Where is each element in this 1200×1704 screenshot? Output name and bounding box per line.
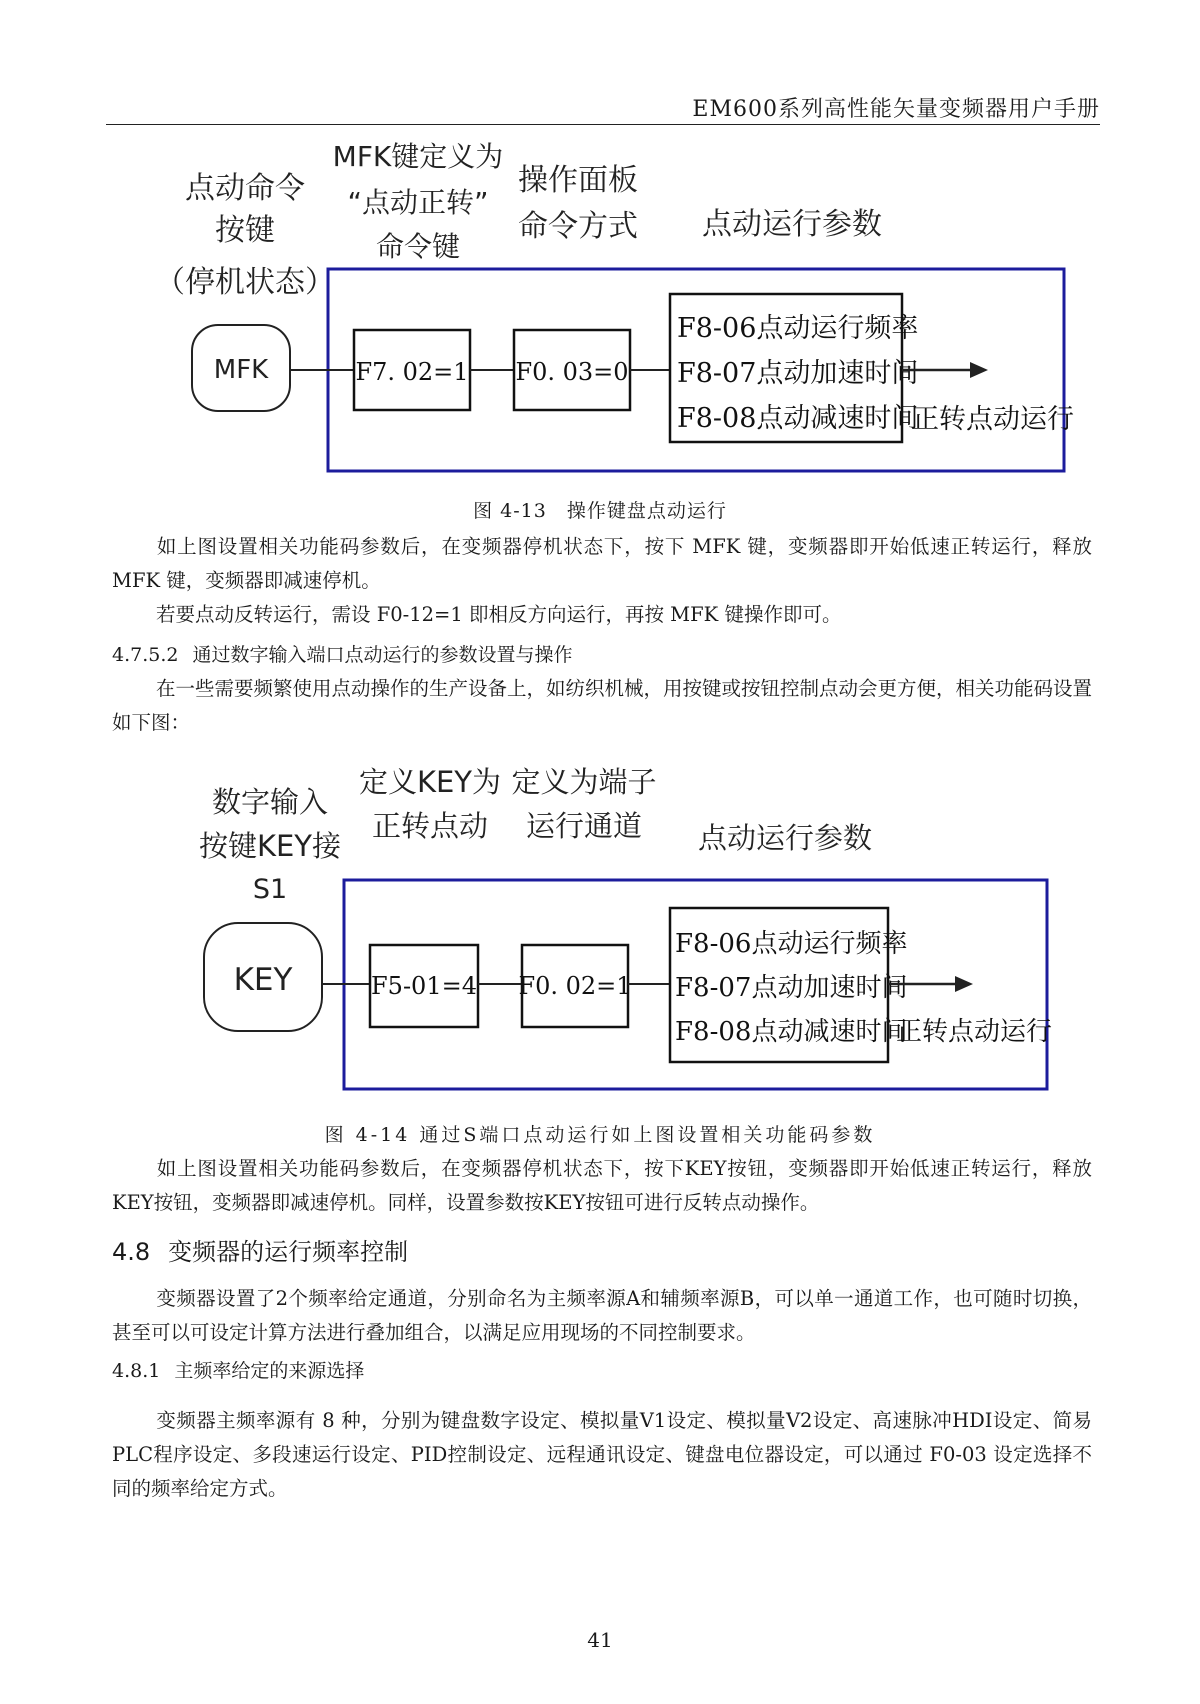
fig13-col2-line2: “点动正转”: [347, 186, 489, 219]
fig13-col1-line3: （停机状态）: [155, 265, 335, 300]
fig13-param-3: F8-08点动减速时间: [677, 403, 919, 434]
paragraph-6-text: 变频器主频率源有 8 种，分别为键盘数字设定、模拟量V1设定、模拟量V2设定、高速脉冲HDI设定、简易PLC程序设定、多段速运行设定、PID控制设定、远程通讯设定、键盘电位器设定，可以通过 F0-03 设定选择不同的频率给定方式。: [112, 1409, 1092, 1500]
fig14-col2-line2: 正转点动: [371, 809, 489, 843]
fig13-col4-label: 点动运行参数: [702, 207, 882, 242]
paragraph-5-text: 变频器设置了2个频率给定通道，分别命名为主频率源A和辅频率源B，可以单一通道工作，也可随时切换，甚至可以可设定计算方法进行叠加组合，以满足应用现场的不同控制要求。: [112, 1287, 1092, 1344]
fig14-param-1: F8-06点动运行频率: [675, 929, 908, 959]
fig13-result: 正转点动运行: [912, 404, 1074, 435]
fig13-box-2-label: F0. 03=0: [515, 358, 629, 386]
paragraph-1-text: 如上图设置相关功能码参数后，在变频器停机状态下，按下 MFK 键，变频器即开始低速正转运行，释放 MFK 键，变频器即减速停机。: [112, 535, 1092, 592]
fig14-col1-line2: 按键KEY接: [198, 829, 342, 863]
fig13-param-1: F8-06点动运行频率: [677, 313, 919, 344]
page-number: 41: [587, 1628, 613, 1652]
fig14-col1-line1: 数字输入: [211, 785, 329, 819]
fig14-arrow-head-icon: [955, 976, 973, 992]
subsection-title: 主频率给定的来源选择: [174, 1360, 365, 1382]
fig13-param-2: F8-07点动加速时间: [677, 358, 919, 389]
fig14-col3-line1: 定义为端子: [511, 765, 657, 799]
running-header: EM600系列高性能矢量变频器用户手册: [692, 97, 1100, 122]
fig14-box-2-label: F0. 02=1: [518, 972, 632, 1000]
fig14-col1-line3: S1: [252, 874, 288, 905]
paragraph-6: [112, 1404, 1092, 1506]
fig13-col2-line3: 命令键: [375, 230, 461, 263]
paragraph-4: [112, 1152, 1092, 1220]
fig14-param-3: F8-08点动减速时间: [675, 1017, 908, 1047]
subsection-title: 通过数字输入端口点动运行的参数设置与操作: [192, 644, 573, 666]
fig14-box-1-label: F5-01=4: [371, 972, 477, 1000]
fig13-col1-line1: 点动命令: [185, 171, 305, 206]
fig14-key-label: KEY: [233, 962, 293, 998]
fig14-result: 正转点动运行: [896, 1017, 1053, 1047]
section-title: 变频器的运行频率控制: [168, 1238, 409, 1266]
section-number: 4.8: [112, 1238, 151, 1266]
subsection-number: 4.8.1: [112, 1360, 161, 1382]
section-4-8-heading: [112, 1232, 408, 1267]
paragraph-3-text: 在一些需要频繁使用点动操作的生产设备上，如纺织机械，用按键或按钮控制点动会更方便，相关功能码设置如下图：: [112, 677, 1093, 734]
fig14-col4-label: 点动运行参数: [697, 821, 873, 855]
fig14-col3-line2: 运行通道: [525, 809, 643, 843]
subsection-number: 4.7.5.2: [112, 644, 179, 666]
fig13-mfk-label: MFK: [213, 355, 269, 385]
fig13-col2-line1: MFK键定义为: [332, 140, 504, 173]
figure-4-13-caption: 图 4-13 操作键盘点动运行: [473, 500, 727, 522]
paragraph-2-text: 若要点动反转运行，需设 F0-12=1 即相反方向运行，再按 MFK 键操作即可。: [156, 603, 842, 626]
fig14-param-2: F8-07点动加速时间: [675, 973, 908, 1003]
fig13-col1-line2: 按键: [215, 213, 275, 248]
figure-4-14-caption: 图 4-14 通过S端口点动运行如上图设置相关功能码参数: [324, 1124, 876, 1146]
fig14-col2-line1: 定义KEY为: [358, 765, 502, 799]
fig13-col3-line1: 操作面板: [518, 163, 638, 198]
paragraph-5: [112, 1282, 1092, 1350]
fig13-box-1-label: F7. 02=1: [355, 358, 469, 386]
paragraph-4-text: 如上图设置相关功能码参数后，在变频器停机状态下，按下KEY按钮，变频器即开始低速正转运行，释放KEY按钮，变频器即减速停机。同样，设置参数按KEY按钮可进行反转点动操作。: [112, 1157, 1092, 1214]
fig13-col3-line2: 命令方式: [518, 209, 638, 244]
subsection-4-8-1: [112, 1356, 364, 1383]
